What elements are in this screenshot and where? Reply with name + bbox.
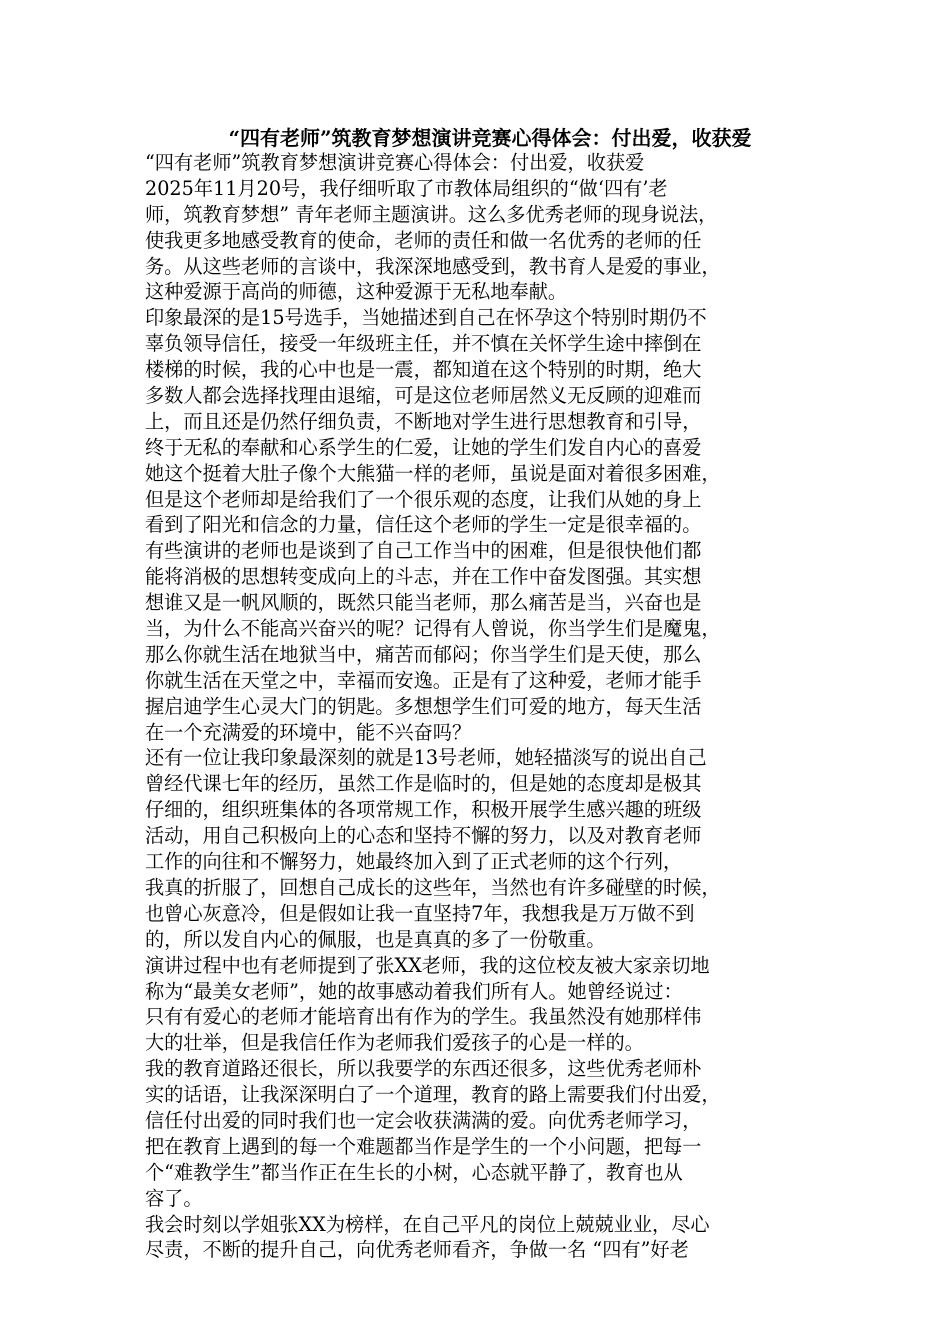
text-line: 多数人都会选择找理由退缩，可是这位老师居然义无反顾的迎难而 <box>145 384 702 408</box>
text-line: 的，所以发自内心的佩服，也是真真的多了一份敬重。 <box>145 927 606 951</box>
text-line: 在一个充满爱的环境中，能不兴奋吗？ <box>145 720 472 744</box>
text-line: 想谁又是一帆风顺的，既然只能当老师，那么痛苦是当，兴奋也是 <box>145 591 702 615</box>
text-line: 这种爱源于高尚的师德，这种爱源于无私地奉献。 <box>145 280 568 304</box>
text-line: 我真的折服了，回想自己成长的这些年，当然也有许多碰壁的时候， <box>145 875 721 899</box>
text-line: 有些演讲的老师也是谈到了自己工作当中的困难，但是很快他们都 <box>145 539 702 563</box>
text-line: 曾经代课七年的经历，虽然工作是临时的，但是她的态度却是极其 <box>145 772 702 796</box>
text-line: 上，而且还是仍然仔细负责，不断地对学生进行思想教育和引导， <box>145 409 702 433</box>
text-line: 把在教育上遇到的每一个难题都当作是学生的一个小问题，把每一 <box>145 1134 702 1158</box>
text-line: 还有一位让我印象最深刻的就是13号老师，她轻描淡写的说出自己 <box>145 746 707 770</box>
text-line: 尽责，不断的提升自己，向优秀老师看齐，争做一名 “四有”好老 <box>145 1238 689 1262</box>
text-line: 演讲过程中也有老师提到了张XX老师，我的这位校友被大家亲切地 <box>145 953 710 977</box>
document-body <box>145 150 813 1263</box>
text-line: “四有老师”筑教育梦想演讲竞赛心得体会：付出爱，收获爱 <box>145 151 645 174</box>
text-line: 实的话语，让我深深明白了一个道理，教育的路上需要我们付出爱， <box>145 1083 721 1107</box>
text-line: 终于无私的奉献和心系学生的仁爱，让她的学生们发自内心的喜爱 <box>145 435 702 459</box>
text-line: 只有有爱心的老师才能培育出有作为的学生。我虽然没有她那样伟 <box>145 1005 702 1029</box>
text-line: 能将消极的思想转变成向上的斗志，并在工作中奋发图强。其实想 <box>145 565 702 589</box>
document-title: “四有老师”筑教育梦想演讲竞赛心得体会：付出爱，收获爱 <box>228 126 752 150</box>
text-line: 你就生活在天堂之中，幸福而安逸。正是有了这种爱，老师才能手 <box>145 668 702 692</box>
text-line: 师，筑教育梦想” 青年老师主题演讲。这么多优秀老师的现身说法， <box>145 202 718 226</box>
text-line: 但是这个老师却是给我们了一个很乐观的态度，让我们从她的身上 <box>145 487 702 511</box>
text-line: 称为“最美女老师”，她的故事感动着我们所有人。她曾经说过： <box>145 979 683 1003</box>
text-line: 使我更多地感受教育的使命，老师的责任和做一名优秀的老师的任 <box>145 228 702 252</box>
text-line: 辜负领导信任，接受一年级班主任，并不慎在关怀学生途中摔倒在 <box>145 332 702 356</box>
text-line: 工作的向往和不懈努力，她最终加入到了正式老师的这个行列， <box>145 850 683 874</box>
text-line: 个“难教学生”都当作正在生长的小树，心态就平静了，教育也从 <box>145 1160 683 1184</box>
text-line: 看到了阳光和信念的力量，信任这个老师的学生一定是很幸福的。 <box>145 513 702 537</box>
text-line: 她这个挺着大肚子像个大熊猫一样的老师，虽说是面对着很多困难， <box>145 461 721 485</box>
text-line: 印象最深的是15号选手，当她描述到自己在怀孕这个特别时期仍不 <box>145 306 707 330</box>
text-line: 握启迪学生心灵大门的钥匙。多想想学生们可爱的地方，每天生活 <box>145 694 702 718</box>
text-line: 那么你就生活在地狱当中，痛苦而郁闷；你当学生们是天使，那么 <box>145 642 702 666</box>
text-line: 仔细的，组织班集体的各项常规工作，积极开展学生感兴趣的班级 <box>145 798 702 822</box>
text-line: 务。从这些老师的言谈中，我深深地感受到，教书育人是爱的事业， <box>145 254 721 278</box>
text-line: 我的教育道路还很长，所以我要学的东西还很多，这些优秀老师朴 <box>145 1057 702 1081</box>
text-line: 当，为什么不能高兴奋兴的呢？记得有人曾说，你当学生们是魔鬼， <box>145 617 721 641</box>
text-line: 我会时刻以学姐张XX为榜样，在自己平凡的岗位上兢兢业业，尽心 <box>145 1212 710 1236</box>
text-line: 也曾心灰意冷，但是假如让我一直坚持7年，我想我是万万做不到 <box>145 901 695 925</box>
text-line: 容了。 <box>145 1186 203 1210</box>
text-line: 大的壮举，但是我信任作为老师我们爱孩子的心是一样的。 <box>145 1031 644 1055</box>
text-line: 楼梯的时候，我的心中也是一震，都知道在这个特别的时期，绝大 <box>145 358 702 382</box>
text-line: 活动，用自己积极向上的心态和坚持不懈的努力，以及对教育老师 <box>145 824 702 848</box>
text-line: 2025年11月20号，我仔细听取了市教体局组织的“做‘四有’老 <box>145 176 668 200</box>
text-line: 信任付出爱的同时我们也一定会收获满满的爱。向优秀老师学习， <box>145 1108 702 1132</box>
